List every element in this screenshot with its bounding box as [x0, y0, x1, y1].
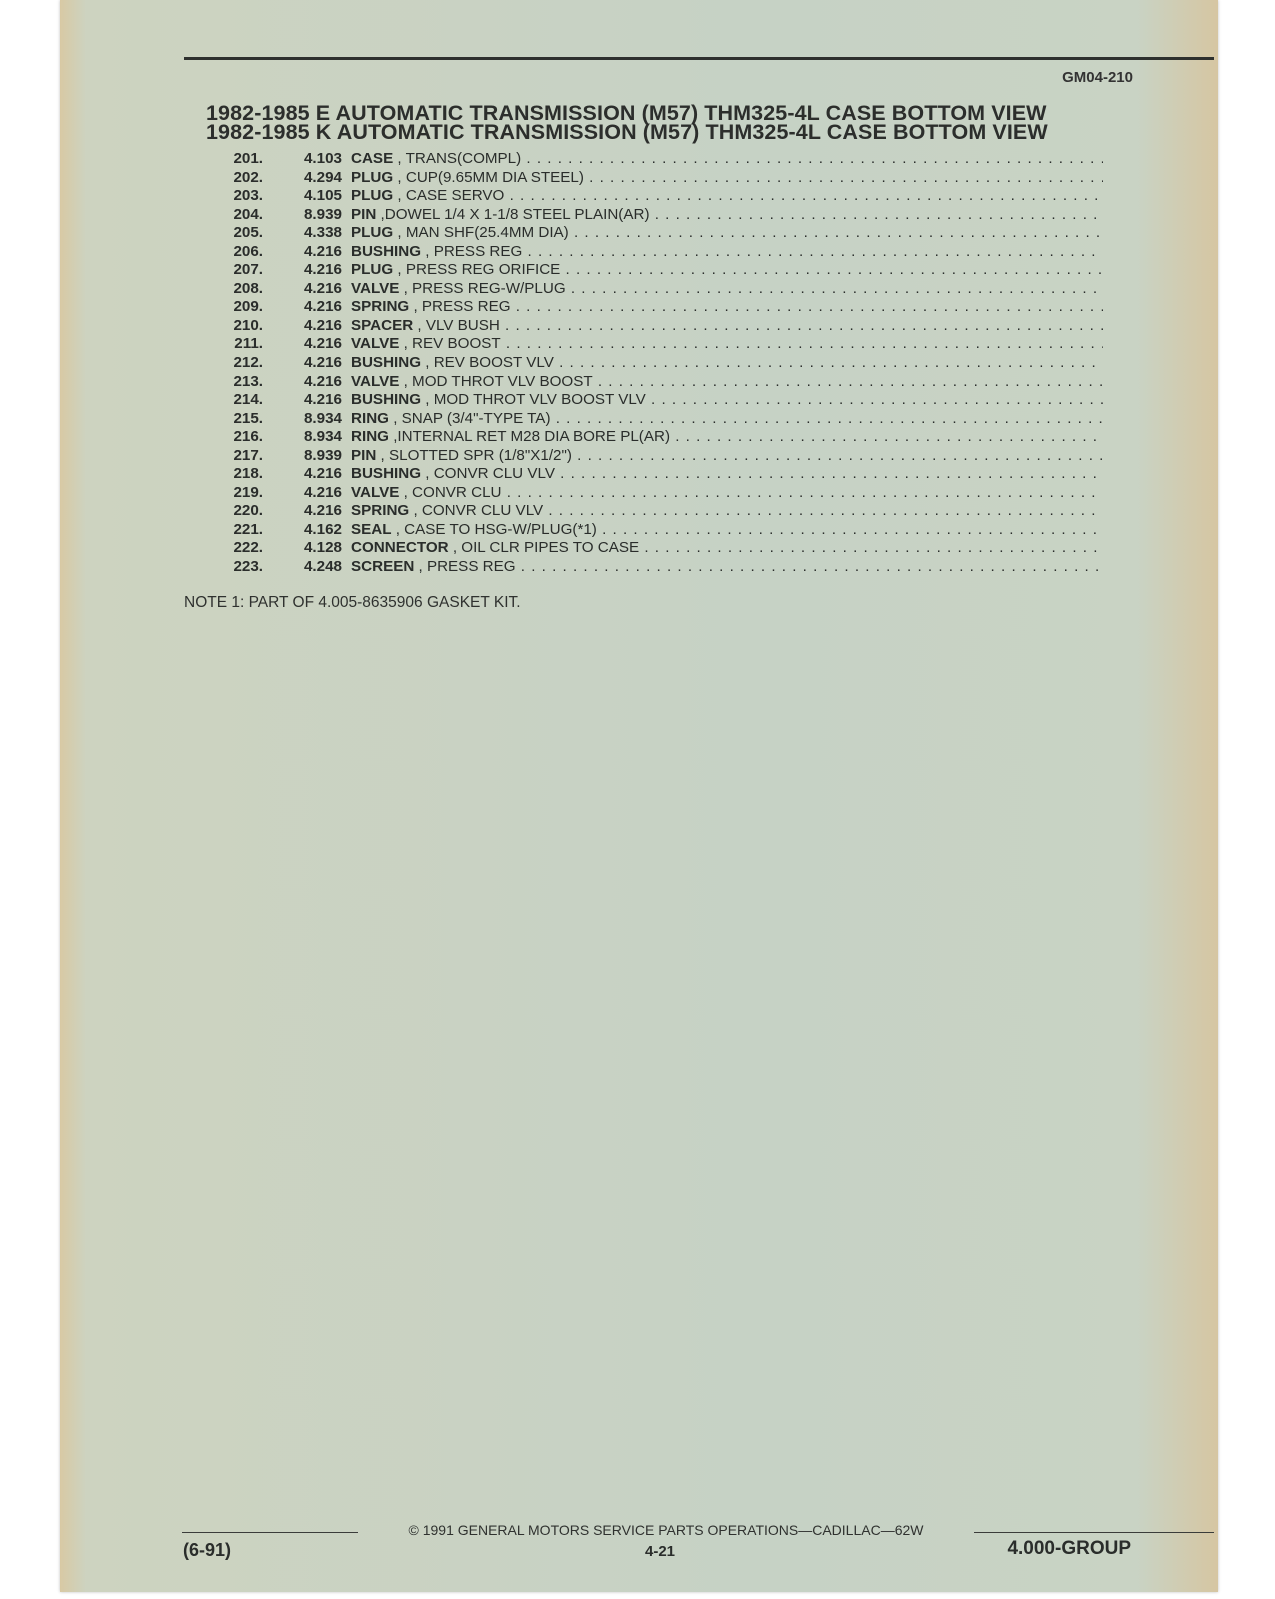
part-detail: , MAN SHF(25.4MM DIA) [393, 224, 569, 242]
part-description [351, 335, 1103, 354]
part-group-number: 4.248 [303, 558, 342, 576]
part-row [223, 206, 1103, 225]
part-ref-number: 215. [233, 409, 263, 427]
copyright-line: © 1991 GENERAL MOTORS SERVICE PARTS OPERATIONS—CADILLAC—62W [408, 1522, 924, 1538]
part-group-number: 4.128 [303, 539, 342, 557]
part-group-number: 4.216 [303, 279, 342, 297]
part-name: VALVE [351, 483, 400, 501]
part-description [351, 391, 1103, 410]
part-detail: ,INTERNAL RET M28 DIA BORE PL(AR) [388, 428, 671, 446]
part-row [223, 187, 1103, 206]
part-row [223, 428, 1103, 447]
part-ref-number: 206. [233, 242, 263, 260]
page-code: GM04-210 [1062, 69, 1133, 86]
part-name: RING [351, 428, 389, 446]
part-row [223, 261, 1103, 280]
part-ref-number: 209. [233, 298, 263, 316]
part-ref-number: 223. [233, 558, 263, 576]
part-name: BUSHING [351, 465, 422, 483]
part-detail: , SLOTTED SPR (1/8"X1/2") [376, 446, 572, 464]
part-row [223, 558, 1103, 577]
part-description [351, 354, 1103, 373]
part-group-number: 4.216 [303, 372, 342, 390]
part-row [223, 502, 1103, 521]
part-group-number: 4.105 [303, 187, 342, 205]
part-row [223, 280, 1103, 299]
part-detail: ,DOWEL 1/4 X 1-1/8 STEEL PLAIN(AR) [376, 205, 650, 223]
part-name: PIN [351, 446, 377, 464]
part-name: PLUG [351, 168, 394, 186]
footer-rule-right [974, 1532, 1214, 1533]
part-group-number: 4.216 [303, 465, 342, 483]
part-ref-number: 222. [233, 539, 263, 557]
part-name: PLUG [351, 261, 394, 279]
part-name: BUSHING [351, 242, 422, 260]
part-name: CONNECTOR [351, 539, 449, 557]
part-name: BUSHING [351, 391, 422, 409]
part-ref-number: 210. [233, 316, 263, 334]
part-description [351, 558, 1103, 577]
part-detail: , CONVR CLU [399, 483, 502, 501]
part-description [351, 243, 1103, 262]
part-ref-number: 221. [233, 520, 263, 538]
part-row [223, 410, 1103, 429]
part-ref-number: 217. [233, 446, 263, 464]
top-rule [184, 57, 1214, 60]
part-group-number: 8.939 [303, 446, 342, 464]
part-name: VALVE [351, 372, 400, 390]
part-description [351, 539, 1103, 558]
part-group-number: 4.162 [303, 520, 342, 538]
part-row [223, 317, 1103, 336]
part-ref-number: 220. [233, 502, 263, 520]
part-detail: , PRESS REG [414, 558, 516, 576]
part-row [223, 354, 1103, 373]
part-name: VALVE [351, 335, 400, 353]
part-group-number: 4.216 [303, 483, 342, 501]
part-detail: , MOD THROT VLV BOOST VLV [421, 391, 646, 409]
part-name: SEAL [351, 520, 392, 538]
part-name: PLUG [351, 187, 394, 205]
footer-rule-left [182, 1532, 358, 1533]
part-detail: , PRESS REG [409, 298, 511, 316]
part-ref-number: 212. [233, 354, 263, 372]
part-row [223, 243, 1103, 262]
part-detail: , PRESS REG-W/PLUG [399, 279, 566, 297]
part-description [351, 150, 1103, 169]
part-detail: , SNAP (3/4"-TYPE TA) [388, 409, 551, 427]
part-row [223, 224, 1103, 243]
part-ref-number: 202. [233, 168, 263, 186]
part-description [351, 169, 1103, 188]
part-group-number: 4.216 [303, 316, 342, 334]
part-ref-number: 201. [233, 150, 263, 167]
part-detail: , VLV BUSH [413, 316, 500, 334]
part-detail: , CONVR CLU VLV [421, 465, 555, 483]
part-description [351, 187, 1103, 206]
part-detail: , CASE SERVO [393, 187, 505, 205]
part-description [351, 280, 1103, 299]
part-name: SPRING [351, 298, 410, 316]
part-name: RING [351, 409, 389, 427]
part-description [351, 484, 1103, 503]
part-name: SPACER [351, 316, 414, 334]
part-group-number: 4.103 [303, 150, 342, 167]
page-number: 4-21 [644, 1543, 676, 1560]
footnote: NOTE 1: PART OF 4.005-8635906 GASKET KIT. [184, 594, 521, 611]
part-group-number: 4.338 [303, 224, 342, 242]
part-detail: , REV BOOST [399, 335, 501, 353]
part-ref-number: 214. [233, 391, 263, 409]
part-ref-number: 216. [233, 428, 263, 446]
part-name: SPRING [351, 502, 410, 520]
page-title [206, 101, 1186, 144]
part-row [223, 391, 1103, 410]
part-group-number: 4.216 [303, 298, 342, 316]
part-detail: , TRANS(COMPL) [393, 150, 522, 167]
part-group-number: 4.216 [303, 391, 342, 409]
part-group-number: 8.934 [303, 409, 342, 427]
part-description [351, 261, 1103, 280]
part-description [351, 465, 1103, 484]
part-row [223, 150, 1103, 169]
part-name: VALVE [351, 279, 400, 297]
title-line-k: 1982-1985 K AUTOMATIC TRANSMISSION (M57) THM325-4L CASE BOTTOM VIEW [206, 120, 1048, 144]
part-name: SCREEN [351, 558, 415, 576]
part-ref-number: 218. [233, 465, 263, 483]
part-detail: , CUP(9.65MM DIA STEEL) [393, 168, 584, 186]
part-ref-number: 203. [233, 187, 263, 205]
part-name: PIN [351, 205, 377, 223]
part-detail: , REV BOOST VLV [421, 354, 554, 372]
part-ref-number: 211. [234, 335, 263, 353]
part-row [223, 465, 1103, 484]
part-ref-number: 219. [233, 483, 263, 501]
part-group-number: 4.216 [303, 502, 342, 520]
part-name: BUSHING [351, 354, 422, 372]
part-detail: , OIL CLR PIPES TO CASE [448, 539, 640, 557]
group-label: 4.000-GROUP [1007, 1538, 1131, 1559]
part-description [351, 224, 1103, 243]
part-description [351, 447, 1103, 466]
part-name: CASE [351, 150, 394, 167]
part-detail: , CASE TO HSG-W/PLUG(*1) [391, 520, 597, 538]
part-row [223, 169, 1103, 188]
part-ref-number: 208. [233, 279, 263, 297]
parts-list [223, 150, 1103, 577]
title-line-e: 1982-1985 E AUTOMATIC TRANSMISSION (M57) THM325-4L CASE BOTTOM VIEW [206, 101, 1047, 125]
part-row [223, 484, 1103, 503]
part-detail: , MOD THROT VLV BOOST [399, 372, 593, 390]
part-group-number: 4.216 [303, 354, 342, 372]
part-name: PLUG [351, 224, 394, 242]
part-ref-number: 204. [233, 205, 263, 223]
part-description [351, 428, 1103, 447]
part-group-number: 4.216 [303, 242, 342, 260]
part-row [223, 298, 1103, 317]
part-group-number: 8.934 [303, 428, 342, 446]
part-row [223, 373, 1103, 392]
catalog-page [60, 0, 1218, 1592]
part-description [351, 410, 1103, 429]
part-row [223, 521, 1103, 540]
part-detail: , CONVR CLU VLV [409, 502, 544, 520]
part-group-number: 4.216 [303, 261, 342, 279]
part-description [351, 521, 1103, 540]
part-ref-number: 207. [233, 261, 263, 279]
part-ref-number: 205. [233, 224, 263, 242]
part-row [223, 447, 1103, 466]
part-ref-number: 213. [233, 372, 263, 390]
part-group-number: 4.216 [303, 335, 342, 353]
part-description [351, 317, 1103, 336]
part-description [351, 502, 1103, 521]
part-detail: , PRESS REG [421, 242, 523, 260]
part-row [223, 335, 1103, 354]
revision-date: (6-91) [183, 1540, 232, 1560]
part-description [351, 206, 1103, 225]
part-description [351, 373, 1103, 392]
part-group-number: 4.294 [303, 168, 342, 186]
part-description [351, 298, 1103, 317]
part-group-number: 8.939 [303, 205, 342, 223]
part-detail: , PRESS REG ORIFICE [393, 261, 561, 279]
part-row [223, 539, 1103, 558]
